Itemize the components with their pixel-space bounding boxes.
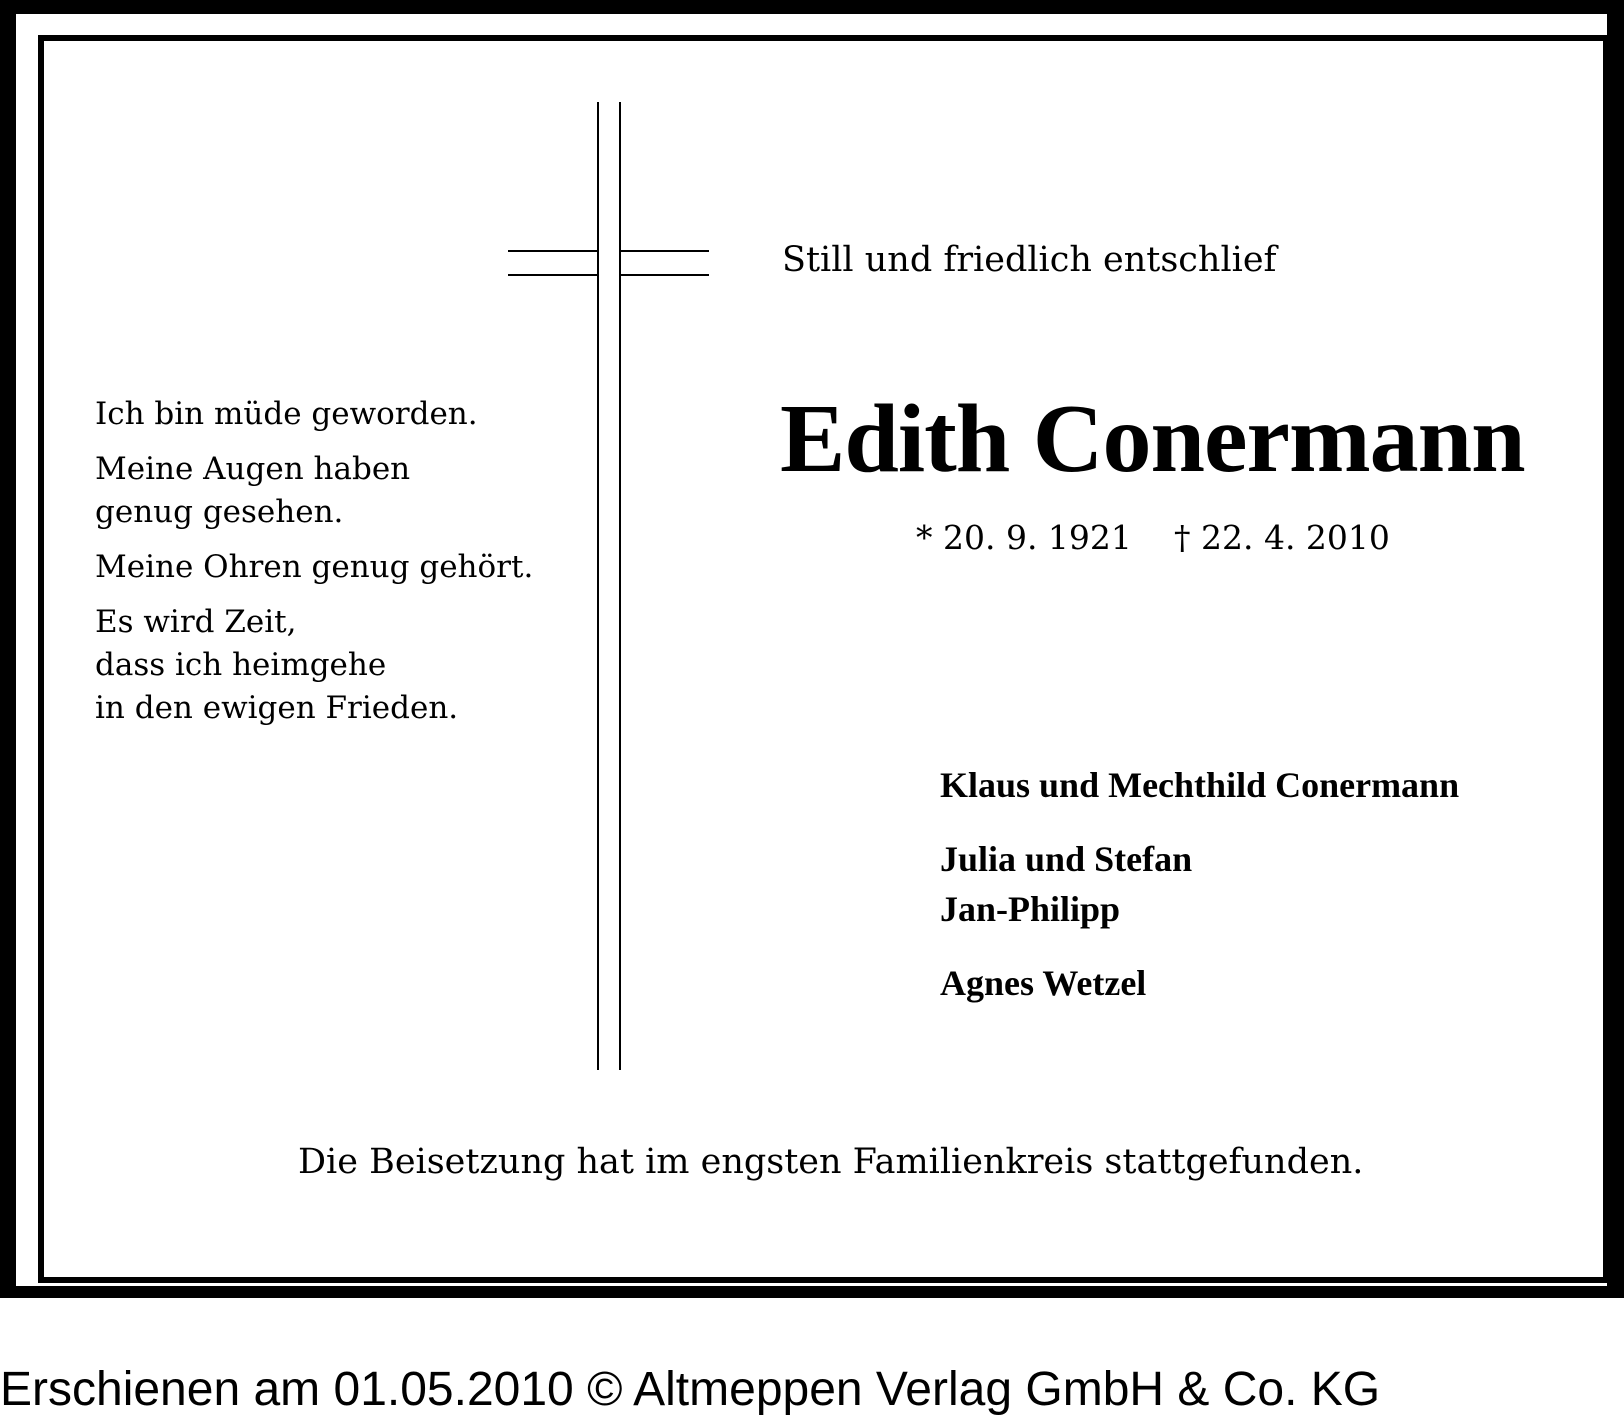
mourners-group bbox=[940, 834, 1459, 934]
poem-line: dass ich heimgehe bbox=[95, 647, 387, 683]
poem-stanza bbox=[95, 546, 575, 589]
mourner-name: Klaus und Mechthild Conermann bbox=[940, 765, 1460, 805]
poem-line: in den ewigen Frieden. bbox=[95, 690, 459, 726]
deceased-name: Edith Conermann bbox=[780, 385, 1525, 493]
death-date: † 22. 4. 2010 bbox=[1174, 518, 1390, 557]
poem-stanza bbox=[95, 448, 575, 534]
mourners-list bbox=[940, 760, 1459, 1032]
mourner-name: Jan-Philipp bbox=[940, 889, 1121, 929]
mourners-group bbox=[940, 760, 1459, 810]
mourner-name: Julia und Stefan bbox=[940, 839, 1193, 879]
poem-line: Meine Ohren genug gehört. bbox=[95, 549, 534, 585]
publication-footer: Erschienen am 01.05.2010 © Altmeppen Verlag GmbH & Co. KG bbox=[0, 1363, 1381, 1416]
poem-stanza bbox=[95, 601, 575, 730]
poem-stanza bbox=[95, 393, 575, 436]
burial-note: Die Beisetzung hat im engsten Familienkreis stattgefunden. bbox=[298, 1142, 1364, 1182]
poem bbox=[95, 393, 575, 742]
mourner-name: Agnes Wetzel bbox=[940, 963, 1147, 1003]
poem-line: genug gesehen. bbox=[95, 494, 344, 530]
intro-text: Still und friedlich entschlief bbox=[782, 240, 1277, 280]
mourners-group bbox=[940, 958, 1459, 1008]
poem-line: Es wird Zeit, bbox=[95, 604, 297, 640]
poem-line: Meine Augen haben bbox=[95, 451, 411, 487]
poem-line: Ich bin müde geworden. bbox=[95, 396, 478, 432]
birth-date: * 20. 9. 1921 bbox=[916, 518, 1132, 557]
